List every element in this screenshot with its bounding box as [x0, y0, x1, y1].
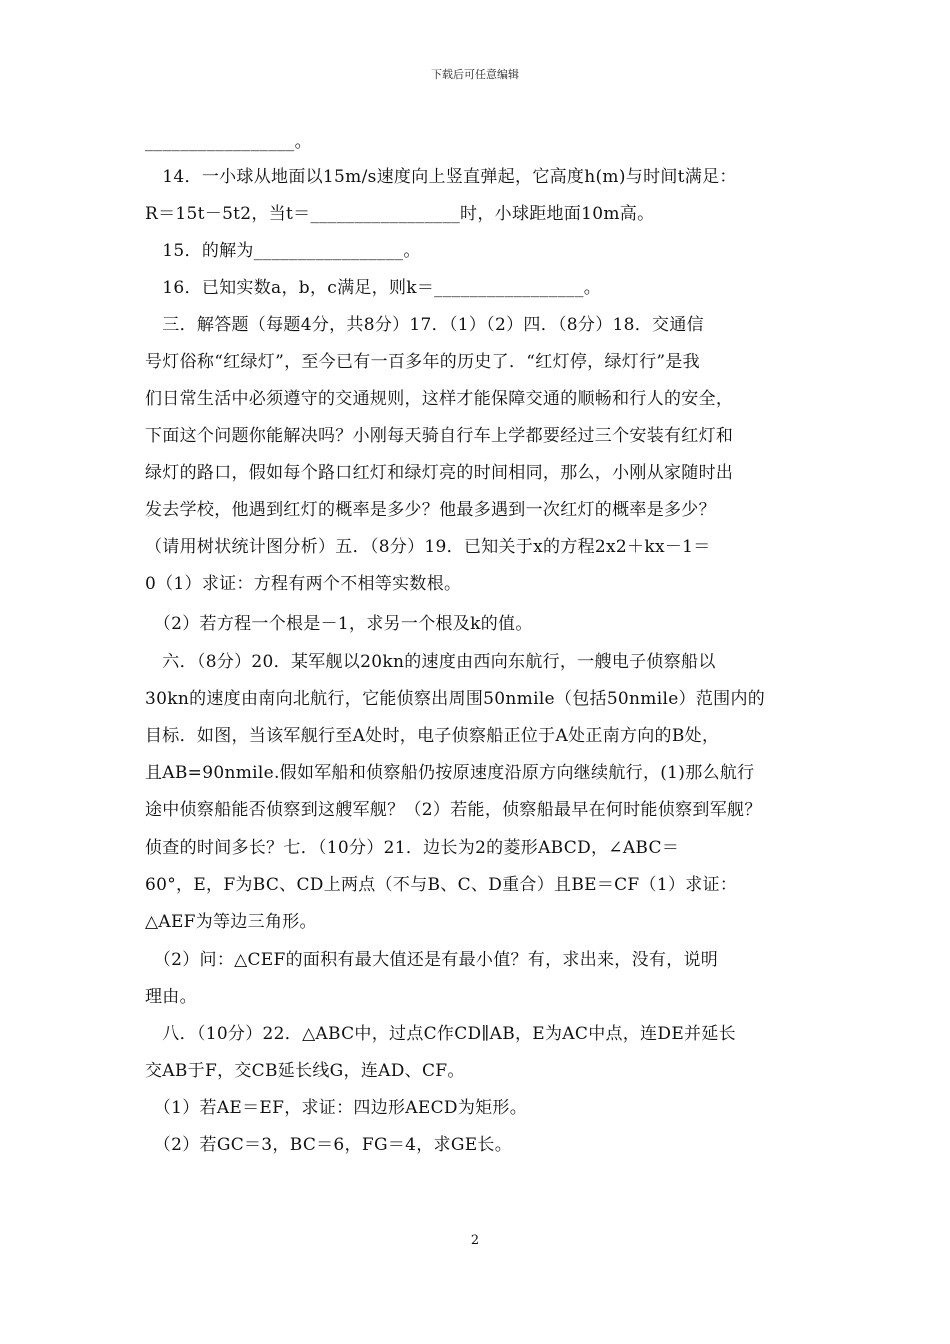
text-line: （2）问：△CEF的面积有最大值还是有最小值？有，求出来，没有，说明: [145, 950, 719, 970]
text-line: 六．（8分）20．某军舰以20kn的速度由西向东航行，一艘电子侦察船以: [145, 652, 716, 672]
text-line: 八．（10分）22．△ABC中，过点C作CD∥AB，E为AC中点，连DE并延长: [145, 1024, 736, 1044]
text-line: 60°，E，F为BC、CD上两点（不与B、C、D重合）且BE＝CF（1）求证：: [145, 875, 738, 895]
text-line: 途中侦察船能否侦察到这艘军舰？（2）若能，侦察船最早在何时能侦察到军舰？: [145, 800, 762, 820]
text-line: 下面这个问题你能解决吗？小刚每天骑自行车上学都要经过三个安装有红灯和: [145, 426, 734, 446]
text-line: 绿灯的路口，假如每个路口红灯和绿灯亮的时间相同，那么，小刚从家随时出: [145, 463, 734, 483]
text-line: 目标．如图，当该军舰行至A处时，电子侦察船正位于A处正南方向的B处，: [145, 726, 720, 746]
text-line: 三．解答题（每题4分，共8分）17．（1）（2）四．（8分）18．交通信: [145, 315, 704, 335]
page-header: 下载后可任意编辑: [431, 68, 519, 81]
text-line: （2）若方程一个根是－1，求另一个根及k的值。: [145, 614, 533, 634]
text-line: （2）若GC＝3，BC＝6，FG＝4，求GE长。: [145, 1135, 513, 1155]
text-line: R＝15t－5t2，当t＝_________________时，小球距地面10m高。: [145, 204, 655, 224]
text-line: 14．一小球从地面以15m/s速度向上竖直弹起，它高度h(m)与时间t满足：: [145, 167, 737, 187]
text-line: △AEF为等边三角形。: [145, 912, 317, 932]
text-line: 0（1）求证：方程有两个不相等实数根。: [145, 574, 462, 594]
text-line: 理由。: [145, 987, 197, 1007]
text-line: 交AB于F，交CB延长线G，连AD、CF。: [145, 1061, 465, 1081]
text-line: 15．的解为_________________。: [145, 241, 421, 261]
text-line: （请用树状统计图分析）五．（8分）19．已知关于x的方程2x2＋kx－1＝: [145, 537, 711, 557]
text-line: 侦查的时间多长？七．（10分）21．边长为2的菱形ABCD，∠ABC＝: [145, 838, 680, 858]
text-line: （1）若AE＝EF，求证：四边形AECD为矩形。: [145, 1098, 528, 1118]
text-line: 发去学校，他遇到红灯的概率是多少？他最多遇到一次红灯的概率是多少？: [145, 500, 716, 520]
text-line: 且AB=90nmile.假如军船和侦察船仍按原速度沿原方向继续航行，(1)那么航行: [145, 763, 755, 783]
text-line: 号灯俗称“红绿灯”，至今已有一百多年的历史了．“红灯停，绿灯行”是我: [145, 352, 700, 372]
page-number: 2: [470, 1233, 480, 1248]
text-line: _________________。: [145, 132, 312, 152]
text-line: 30kn的速度由南向北航行，它能侦察出周围50nmile（包括50nmile）范围内的: [145, 689, 766, 709]
text-line: 们日常生活中必须遵守的交通规则，这样才能保障交通的顺畅和行人的安全，: [145, 389, 734, 409]
text-line: 16．已知实数a，b，c满足，则k＝_________________。: [145, 278, 602, 298]
